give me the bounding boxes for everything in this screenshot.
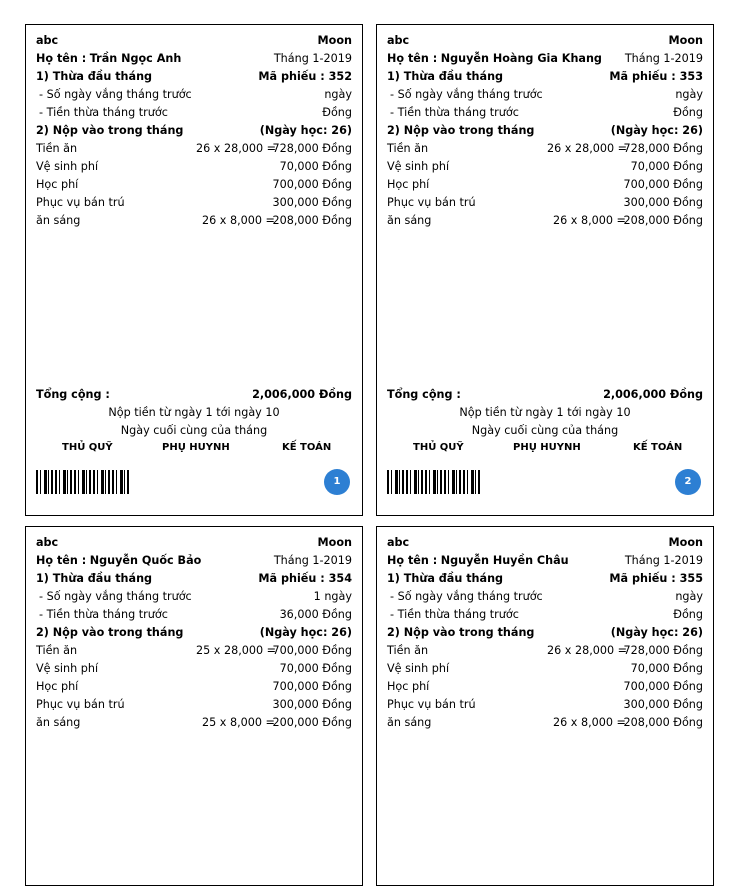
absent-days-value: 1 [313, 590, 321, 603]
meal-amount: 728,000 Đồng [272, 142, 352, 155]
meal-calc: 25 x 28,000 = [196, 644, 277, 657]
barcode-image [36, 470, 130, 494]
boarding-amount: 300,000 Đồng [623, 698, 703, 711]
breakfast-amount: 208,000 Đồng [623, 214, 703, 227]
sig-parent: PHỤ HUYNH [162, 442, 230, 453]
receipt-number: 354 [328, 572, 352, 585]
absent-days-label: - Số ngày vắng tháng trước [39, 590, 192, 603]
school-days: (Ngày học: 26) [259, 124, 352, 137]
receipt-number: 353 [679, 70, 703, 83]
month-label: Tháng 1-2019 [624, 554, 703, 567]
total-label: Tổng cộng : [387, 388, 461, 401]
receipt-label: Mã phiếu : [258, 572, 325, 585]
surplus-label: - Tiền thừa tháng trước [39, 608, 168, 621]
sig-accountant: KẾ TOÁN [633, 442, 683, 453]
month-label: Tháng 1-2019 [273, 52, 352, 65]
breakfast-calc: 26 x 8,000 = [553, 716, 626, 729]
hygiene-amount: 70,000 Đồng [630, 160, 703, 173]
student-name: Nguyễn Quốc Bảo [89, 554, 202, 567]
receipt-label: Mã phiếu : [258, 70, 325, 83]
sig-parent: PHỤ HUYNH [513, 442, 581, 453]
boarding-label: Phục vụ bán trú [36, 698, 125, 711]
school-days: (Ngày học: 26) [259, 626, 352, 639]
meal-calc: 26 x 28,000 = [547, 142, 628, 155]
receipt-card [25, 24, 363, 516]
student-name: Nguyễn Hoàng Gia Khang [440, 52, 602, 65]
unit-currency: Đồng [322, 608, 352, 621]
student-name: Nguyễn Huyền Châu [440, 554, 569, 567]
boarding-amount: 300,000 Đồng [272, 196, 352, 209]
unit-currency: Đồng [673, 106, 703, 119]
total-label: Tổng cộng : [36, 388, 110, 401]
meal-label: Tiền ăn [387, 142, 429, 155]
section-payment-title: 2) Nộp vào trong tháng [36, 626, 184, 639]
absent-days-label: - Số ngày vắng tháng trước [39, 88, 192, 101]
breakfast-amount: 208,000 Đồng [272, 214, 352, 227]
section-surplus-title: 1) Thừa đầu tháng [387, 70, 504, 83]
unit-day: ngày [675, 88, 703, 101]
class-name: Moon [668, 536, 703, 549]
hygiene-amount: 70,000 Đồng [279, 160, 352, 173]
payment-note: Nộp tiền từ ngày 1 tới ngày 10 [108, 406, 280, 419]
school-days: (Ngày học: 26) [610, 124, 703, 137]
meal-label: Tiền ăn [387, 644, 429, 657]
class-name: Moon [317, 34, 352, 47]
tuition-amount: 700,000 Đồng [272, 680, 352, 693]
surplus-value: 36,000 [279, 608, 319, 621]
signature-row [36, 440, 352, 456]
breakfast-label: ăn sáng [36, 716, 81, 729]
name-label: Họ tên : [36, 52, 87, 65]
boarding-amount: 300,000 Đồng [272, 698, 352, 711]
month-label: Tháng 1-2019 [273, 554, 352, 567]
boarding-label: Phục vụ bán trú [387, 698, 476, 711]
section-surplus-title: 1) Thừa đầu tháng [36, 572, 153, 585]
unit-day: ngày [675, 590, 703, 603]
meal-calc: 26 x 28,000 = [196, 142, 277, 155]
surplus-label: - Tiền thừa tháng trước [390, 106, 519, 119]
org-name: abc [387, 34, 410, 47]
meal-calc: 26 x 28,000 = [547, 644, 628, 657]
section-payment-title: 2) Nộp vào trong tháng [387, 626, 535, 639]
boarding-label: Phục vụ bán trú [387, 196, 476, 209]
meal-label: Tiền ăn [36, 142, 78, 155]
tuition-label: Học phí [36, 680, 79, 693]
receipt-card [376, 24, 714, 516]
total-amount: 2,006,000 Đồng [603, 388, 703, 401]
sig-treasurer: THỦ QUỸ [413, 442, 464, 453]
section-surplus-title: 1) Thừa đầu tháng [387, 572, 504, 585]
section-payment-title: 2) Nộp vào trong tháng [387, 124, 535, 137]
last-day-note: Ngày cuối cùng của tháng [471, 424, 619, 437]
tuition-amount: 700,000 Đồng [623, 178, 703, 191]
receipt-number: 355 [679, 572, 703, 585]
receipt-label: Mã phiếu : [609, 70, 676, 83]
receipt-card [376, 526, 714, 886]
signature-row [387, 440, 703, 456]
org-name: abc [36, 536, 59, 549]
tuition-label: Học phí [36, 178, 79, 191]
payment-note: Nộp tiền từ ngày 1 tới ngày 10 [459, 406, 631, 419]
surplus-label: - Tiền thừa tháng trước [390, 608, 519, 621]
hygiene-amount: 70,000 Đồng [279, 662, 352, 675]
school-days: (Ngày học: 26) [610, 626, 703, 639]
tuition-amount: 700,000 Đồng [272, 178, 352, 191]
unit-currency: Đồng [322, 106, 352, 119]
name-label: Họ tên : [387, 52, 438, 65]
meal-amount: 728,000 Đồng [623, 644, 703, 657]
unit-day: ngày [324, 88, 352, 101]
tuition-label: Học phí [387, 178, 430, 191]
receipt-number: 352 [328, 70, 352, 83]
page-badge: 1 [324, 469, 350, 495]
breakfast-label: ăn sáng [36, 214, 81, 227]
class-name: Moon [668, 34, 703, 47]
section-payment-title: 2) Nộp vào trong tháng [36, 124, 184, 137]
student-name: Trần Ngọc Anh [89, 52, 182, 65]
page-badge: 2 [675, 469, 701, 495]
receipt-label: Mã phiếu : [609, 572, 676, 585]
breakfast-label: ăn sáng [387, 716, 432, 729]
name-label: Họ tên : [387, 554, 438, 567]
section-surplus-title: 1) Thừa đầu tháng [36, 70, 153, 83]
meal-label: Tiền ăn [36, 644, 78, 657]
last-day-note: Ngày cuối cùng của tháng [120, 424, 268, 437]
hygiene-amount: 70,000 Đồng [630, 662, 703, 675]
surplus-label: - Tiền thừa tháng trước [39, 106, 168, 119]
sig-treasurer: THỦ QUỸ [62, 442, 113, 453]
breakfast-amount: 200,000 Đồng [272, 716, 352, 729]
meal-amount: 728,000 Đồng [623, 142, 703, 155]
absent-days-label: - Số ngày vắng tháng trước [390, 88, 543, 101]
hygiene-label: Vệ sinh phí [387, 662, 450, 675]
unit-currency: Đồng [673, 608, 703, 621]
boarding-amount: 300,000 Đồng [623, 196, 703, 209]
boarding-label: Phục vụ bán trú [36, 196, 125, 209]
breakfast-amount: 208,000 Đồng [623, 716, 703, 729]
total-amount: 2,006,000 Đồng [252, 388, 352, 401]
tuition-label: Học phí [387, 680, 430, 693]
org-name: abc [387, 536, 410, 549]
sig-accountant: KẾ TOÁN [282, 442, 332, 453]
org-name: abc [36, 34, 59, 47]
hygiene-label: Vệ sinh phí [36, 160, 99, 173]
breakfast-calc: 26 x 8,000 = [553, 214, 626, 227]
name-label: Họ tên : [36, 554, 87, 567]
breakfast-calc: 26 x 8,000 = [202, 214, 275, 227]
hygiene-label: Vệ sinh phí [387, 160, 450, 173]
receipt-card [25, 526, 363, 886]
absent-days-label: - Số ngày vắng tháng trước [390, 590, 543, 603]
barcode-image [387, 470, 481, 494]
month-label: Tháng 1-2019 [624, 52, 703, 65]
unit-day: ngày [324, 590, 352, 603]
hygiene-label: Vệ sinh phí [36, 662, 99, 675]
breakfast-label: ăn sáng [387, 214, 432, 227]
class-name: Moon [317, 536, 352, 549]
tuition-amount: 700,000 Đồng [623, 680, 703, 693]
meal-amount: 700,000 Đồng [272, 644, 352, 657]
breakfast-calc: 25 x 8,000 = [202, 716, 275, 729]
